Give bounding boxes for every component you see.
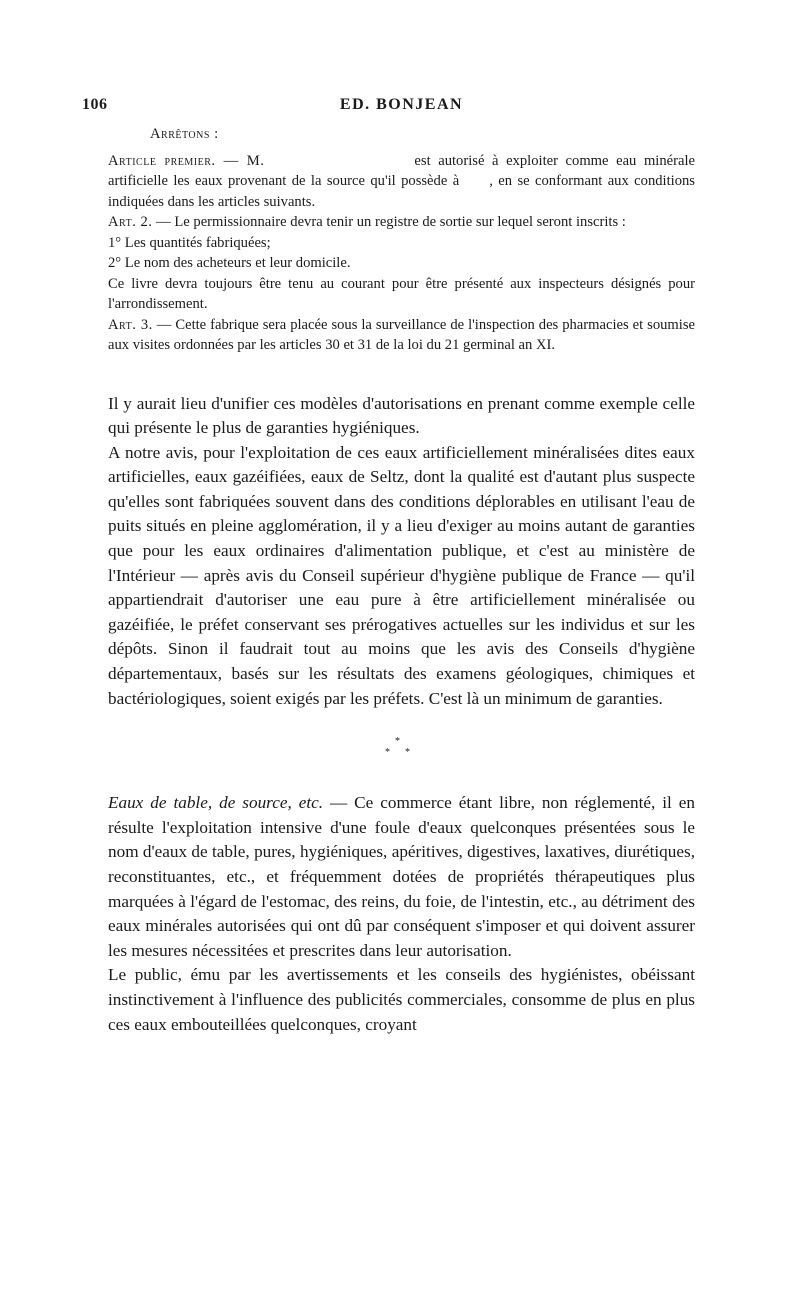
list-item-1: 1° Les quantités fabriquées;	[108, 234, 271, 251]
article-3	[108, 315, 695, 356]
decree-block	[108, 151, 695, 356]
page-number: 106	[82, 96, 108, 113]
article-1-label: Article premier. — M.	[108, 152, 265, 169]
separator-star-right: *	[405, 747, 410, 759]
list-item-2: 2° Le nom des acheteurs et leur domicile.	[108, 255, 351, 271]
paragraph-3	[108, 791, 695, 963]
running-head	[82, 96, 695, 120]
section-separator	[108, 737, 695, 767]
running-title: ED. BONJEAN	[339, 96, 464, 113]
article-3-label: Art. 3.	[108, 316, 153, 333]
page	[82, 96, 695, 1037]
separator-star-left: *	[385, 747, 390, 759]
article-1-text-a: est autorisé à exploiter comme eau minérale artificielle les eaux provenant de la source qu'il possède à	[108, 152, 695, 189]
arretons-heading: Arrêtons :	[150, 126, 219, 142]
paragraph-livre: Ce livre devra toujours être tenu au courant pour être présenté aux inspecteurs désignés pour l'arrondissement.	[108, 275, 695, 312]
article-1-text-b: , en se conformant aux conditions indiquées dans les articles suivants.	[108, 173, 695, 210]
paragraph-1: Il y aurait lieu d'unifier ces modèles d'autorisations en prenant comme exemple celle qui présente le plus de garanties hygiéniques.	[108, 393, 695, 438]
paragraph-2: A notre avis, pour l'exploitation de ces eaux artificiellement minéralisées dites eaux artificielles, eaux gazéifiées, eaux de Seltz, dont la qualité est d'autant plus suspecte qu'elles sont fabriquées souvent dans des conditions déplorables en utilisant l'eau de puits situés en pleine agglomération, il y a lieu d'exiger au moins autant de garanties que pour les eaux ordinaires d'alimentation publique, et c'est au ministère de l'Intérieur — après avis du Conseil supérieur d'hygiène publique de France — qu'il appartiendrait d'autoriser une eau pure à être artificiellement minéralisée ou gazéifiée, le préfet conservant ses prérogatives actuelles sur les individus et sur les dépôts. Sinon il faudrait tout au moins que les avis des Conseils d'hygiène départementaux, basés sur les résultats des examens géologiques, chimiques et bactériologiques, soient exigés par les préfets. C'est là un minimum de garanties.	[108, 442, 695, 708]
paragraph-3-text: — Ce commerce étant libre, non réglementé, il en résulte l'exploitation intensive d'une foule d'eaux quelconques présentées sous le nom d'eaux de table, pures, hygiéniques, apéritives, digestives, laxatives, diurétiques, reconstituantes, etc., et fréquemment dotées de propriétés thérapeutiques plus marquées à l'égard de l'estomac, des reins, du foie, de l'intestin, etc., au détriment des eaux minérales autorisées qui ont dû par conséquent s'imposer et qui doivent assurer les mesures nécessitées et prescrites dans leur autorisation.	[108, 793, 695, 960]
paragraph-4: Le public, ému par les avertissements et les conseils des hygiénistes, obéissant instinctivement à l'influence des publicités commerciales, consomme de plus en plus ces eaux embouteillées quelconques, croyant	[108, 965, 695, 1034]
body-section-2	[108, 791, 695, 1037]
body-section-1	[108, 392, 695, 712]
paragraph-3-title: Eaux de table, de source, etc.	[108, 793, 324, 813]
article-2-label: Art. 2.	[108, 214, 153, 230]
article-2	[108, 212, 695, 233]
article-1	[108, 151, 695, 213]
article-2-text: — Le permissionnaire devra tenir un registre de sortie sur lequel seront inscrits :	[156, 214, 626, 230]
article-3-text: — Cette fabrique sera placée sous la surveillance de l'inspection des pharmacies et soumise aux visites ordonnées par les articles 30 et 31 de la loi du 21 germinal an XI.	[108, 316, 695, 353]
separator-star-top: *	[395, 736, 400, 748]
